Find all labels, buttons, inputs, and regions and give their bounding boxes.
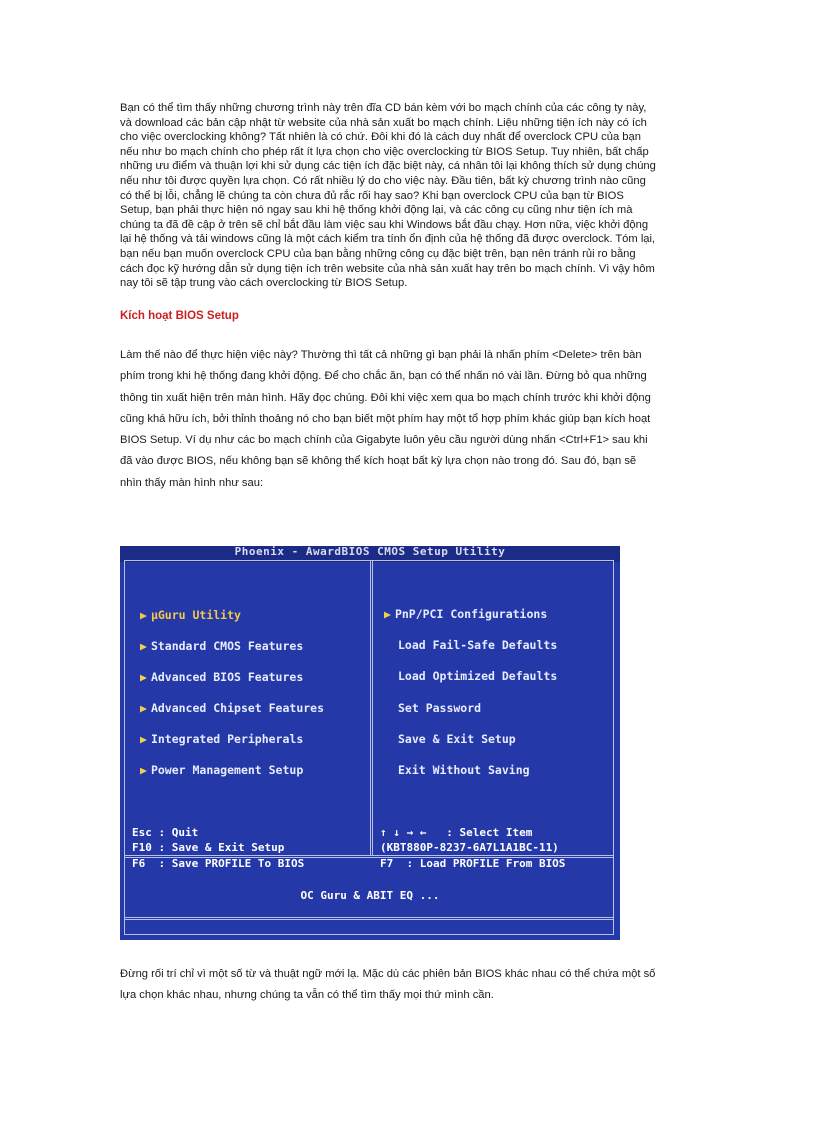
bios-menu-label: Advanced BIOS Features [150, 670, 304, 684]
bios-menu-label: Power Management Setup [150, 763, 304, 777]
bios-menu-label: Exit Without Saving [398, 763, 530, 777]
bios-menu-label: PnP/PCI Configurations [394, 607, 548, 621]
arrow-right-icon: ▶ [140, 639, 147, 653]
bios-menu-standard-cmos[interactable] [140, 638, 303, 654]
closing-paragraph: Đừng rối trí chỉ vì một số từ và thuật ngữ mới lạ. Mặc dù các phiên bản BIOS khác nhau có thể chứa một số lựa chọn khác nhau, nhưng chúng ta vẫn có thể tìm thấy mọi thứ mình cần. [120, 968, 656, 1002]
arrow-right-icon: ▶ [140, 608, 147, 622]
bios-help-f10: F10 : Save & Exit Setup [132, 841, 285, 854]
bios-help-f7: F7 : Load PROFILE From BIOS [380, 857, 566, 870]
bios-menu-load-optimized[interactable] [398, 668, 557, 684]
bios-vertical-divider [370, 560, 373, 856]
bios-help-version: (KBT880P-8237-6A7L1A1BC-11) [380, 841, 559, 854]
intro-paragraph: Bạn có thể tìm thấy những chương trình này trên đĩa CD bán kèm với bo mạch chính của các công ty này, và download các bản cập nhật từ website của nhà sản xuất bo mạch chính. Liệu những tiện ích này có ích cho việc overclocking không? Tất nhiên là có chứ. Đôi khi đó là cách duy nhất để overclock CPU của bạn nếu như bo mạch chính cho phép rất ít lựa chọn cho việc overclocking từ BIOS Setup. Tuy nhiên, bất chấp những ưu điểm và thuận lợi khi sử dụng các tiện ích đặc biệt này, cá nhân tôi lại không thích sử dụng chúng nếu như tôi được quyền lựa chọn. Có rất nhiều lý do cho việc này. Đầu tiên, bất kỳ chương trình nào cũng có thể bị lỗi, chẳng lẽ chúng ta còn chưa đủ rắc rối hay sao? Khi bạn overclock CPU của bạn từ BIOS Setup, bạn phải thực hiện nó ngay sau khi hệ thống khởi động lại, và các công cụ cũng như tiện ích mà chúng ta đã đề cập ở trên sẽ chỉ bắt đầu làm việc sau khi Windows bắt đầu chạy. Hơn nữa, việc khởi động lại hệ thống và tải windows cũng là một cách kiểm tra tính ổn định của hệ thống đã được overclock. Tóm lại, bạn nếu bạn muốn overclock CPU của bạn bằng những công cụ đặc biệt trên, bạn nên tránh rủi ro bằng cách đọc kỹ hướng dẫn sử dụng tiện ích trên website của nhà sản xuất hay trên bo mạch chính. Vì vậy hôm nay tôi sẽ tập trung vào cách overclocking từ BIOS Setup. [120, 102, 656, 290]
bios-help-f6: F6 : Save PROFILE To BIOS [132, 857, 305, 870]
bios-menu-label: Set Password [398, 701, 482, 715]
bios-menu-integrated-peripherals[interactable] [140, 731, 303, 747]
bios-menu-advanced-chipset[interactable] [140, 700, 324, 716]
bios-menu-power-management[interactable] [140, 762, 303, 778]
bios-menu-load-fail-safe[interactable] [398, 637, 557, 653]
arrow-right-icon: ▶ [140, 670, 147, 684]
bios-footer: OC Guru & ABIT EQ ... [300, 889, 440, 902]
bios-divider-bottom [124, 917, 614, 920]
bios-menu-guru-utility[interactable] [140, 607, 241, 623]
bios-menu-label: Load Optimized Defaults [398, 669, 558, 683]
bios-menu-label: Advanced Chipset Features [150, 701, 325, 715]
bios-screenshot [120, 546, 620, 940]
bios-menu-label: Save & Exit Setup [398, 732, 516, 746]
bios-menu-advanced-bios[interactable] [140, 669, 303, 685]
arrow-right-icon: ▶ [140, 701, 147, 715]
arrow-right-icon: ▶ [140, 763, 147, 777]
bios-instructions-paragraph: Làm thế nào để thực hiện việc này? Thường thì tất cả những gì bạn phải là nhấn phím <Delete> trên bàn phím trong khi hệ thống đang khởi động. Để cho chắc ăn, bạn có thể nhấn nó vài lần. Đừng bỏ qua những thông tin xuất hiện trên màn hình. Hãy đọc chúng. Đôi khi việc xem qua bo mạch chính trước khi khởi động cũng khá hữu ích, bởi thỉnh thoảng nó cho bạn biết một phím hay một tổ hợp phím khác giúp bạn kích hoạt BIOS Setup. Ví dụ như các bo mạch chính của Gigabyte luôn yêu cầu người dùng nhấn <Ctrl+F1> sau khi đã vào được BIOS, nếu không bạn sẽ không thể kích hoạt bất kỳ lựa chọn nào trong đó. Sau đó, bạn sẽ nhìn thấy màn hình như sau: [120, 349, 651, 489]
bios-menu-pnp-pci[interactable] [384, 606, 547, 622]
bios-menu-set-password[interactable] [398, 700, 481, 716]
bios-menu-label: Integrated Peripherals [150, 732, 304, 746]
bios-menu-label: μGuru Utility [150, 608, 241, 622]
bios-menu-exit-without-saving[interactable] [398, 762, 530, 778]
section-heading: Kích hoạt BIOS Setup [120, 310, 239, 322]
bios-menu-label: Standard CMOS Features [150, 639, 304, 653]
bios-help-esc: Esc : Quit [132, 826, 199, 839]
arrow-right-icon: ▶ [140, 732, 147, 746]
arrow-right-icon: ▶ [384, 607, 391, 621]
bios-help-select-item: ↑ ↓ → ← : Select Item [380, 826, 533, 839]
bios-menu-save-exit[interactable] [398, 731, 516, 747]
bios-title-bar: Phoenix - AwardBIOS CMOS Setup Utility [120, 546, 620, 562]
bios-menu-label: Load Fail-Safe Defaults [398, 638, 558, 652]
